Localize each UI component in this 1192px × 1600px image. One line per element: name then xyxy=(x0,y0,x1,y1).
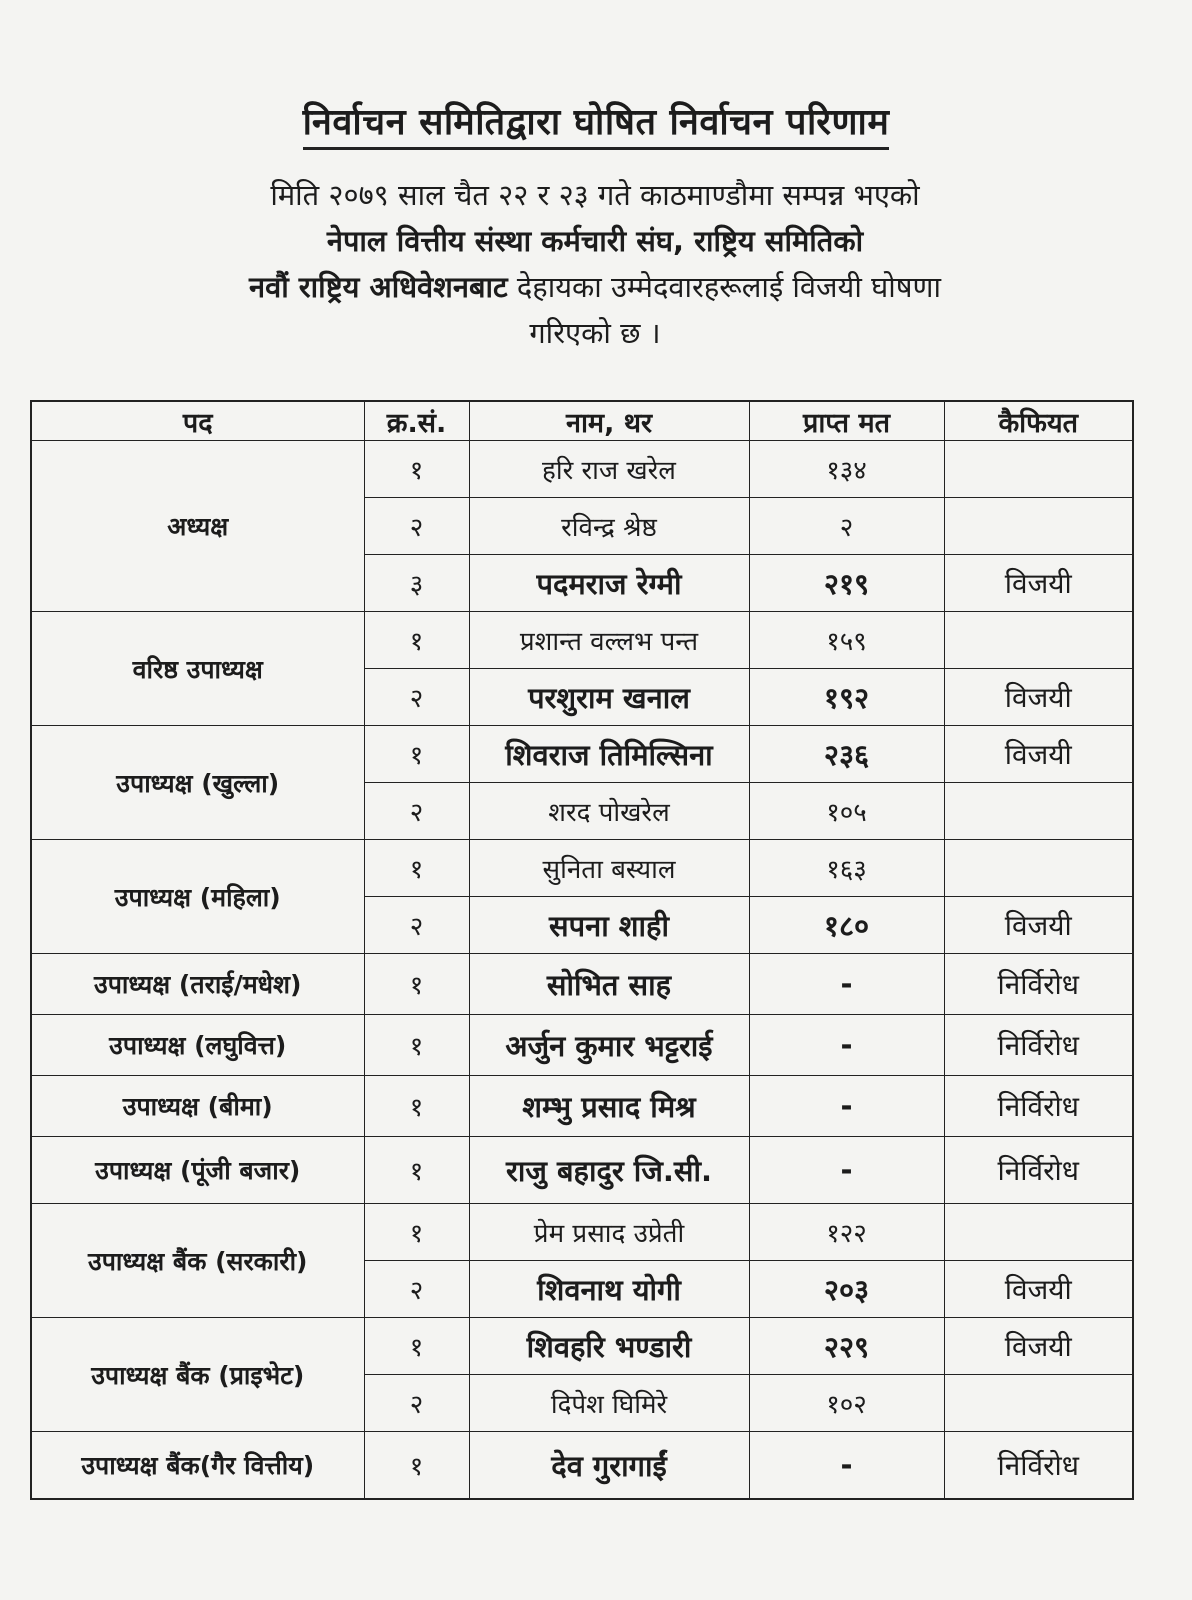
results-body xyxy=(31,441,1133,1500)
cell-remark: विजयी xyxy=(944,555,1133,612)
cell-remark: निर्विरोध xyxy=(944,1076,1133,1137)
cell-name: राजु बहादुर जि.सी. xyxy=(469,1137,749,1204)
table-row xyxy=(31,441,1133,498)
cell-serial: २ xyxy=(364,1375,469,1432)
cell-remark: निर्विरोध xyxy=(944,1137,1133,1204)
cell-name: परशुराम खनाल xyxy=(469,669,749,726)
cell-votes: २२९ xyxy=(749,1318,944,1375)
header-name: नाम, थर xyxy=(469,401,749,441)
cell-post: अध्यक्ष xyxy=(31,441,364,612)
intro-line-3-rest: देहायका उम्मेदवारहरूलाई विजयी घोषणा xyxy=(507,270,941,304)
table-row xyxy=(31,1015,1133,1076)
cell-post: उपाध्यक्ष बैंक (सरकारी) xyxy=(31,1204,364,1318)
cell-votes: १८० xyxy=(749,897,944,954)
intro-line-1: मिति २०७९ साल चैत २२ र २३ गते काठमाण्डौमा सम्पन्न भएको xyxy=(270,178,920,212)
cell-serial: १ xyxy=(364,1318,469,1375)
intro-line-2: नेपाल वित्तीय संस्था कर्मचारी संघ, राष्ट्रिय समितिको xyxy=(326,224,864,258)
cell-remark: निर्विरोध xyxy=(944,1432,1133,1500)
cell-remark: विजयी xyxy=(944,1261,1133,1318)
cell-serial: ३ xyxy=(364,555,469,612)
cell-post: उपाध्यक्ष (तराई/मधेश) xyxy=(31,954,364,1015)
cell-serial: २ xyxy=(364,498,469,555)
cell-name: प्रेम प्रसाद उप्रेती xyxy=(469,1204,749,1261)
cell-votes: १०५ xyxy=(749,783,944,840)
cell-serial: १ xyxy=(364,1076,469,1137)
cell-post: उपाध्यक्ष (खुल्ला) xyxy=(31,726,364,840)
cell-post: वरिष्ठ उपाध्यक्ष xyxy=(31,612,364,726)
cell-name: अर्जुन कुमार भट्टराई xyxy=(469,1015,749,1076)
cell-votes: २१९ xyxy=(749,555,944,612)
table-row xyxy=(31,1318,1133,1375)
cell-serial: १ xyxy=(364,726,469,783)
cell-remark xyxy=(944,840,1133,897)
table-row xyxy=(31,1137,1133,1204)
cell-name: शम्भु प्रसाद मिश्र xyxy=(469,1076,749,1137)
cell-name: दिपेश घिमिरे xyxy=(469,1375,749,1432)
cell-remark: निर्विरोध xyxy=(944,1015,1133,1076)
cell-votes: - xyxy=(749,1432,944,1500)
cell-votes: १२२ xyxy=(749,1204,944,1261)
cell-name: पदमराज रेग्मी xyxy=(469,555,749,612)
cell-name: हरि राज खरेल xyxy=(469,441,749,498)
header-votes: प्राप्त मत xyxy=(749,401,944,441)
table-row xyxy=(31,954,1133,1015)
cell-remark xyxy=(944,1204,1133,1261)
intro-line-4: गरिएको छ । xyxy=(529,316,661,350)
cell-serial: १ xyxy=(364,840,469,897)
cell-remark xyxy=(944,1375,1133,1432)
table-row xyxy=(31,840,1133,897)
cell-votes: १९२ xyxy=(749,669,944,726)
cell-votes: - xyxy=(749,1076,944,1137)
cell-votes: १५९ xyxy=(749,612,944,669)
intro-paragraph xyxy=(80,172,1110,356)
cell-serial: २ xyxy=(364,897,469,954)
table-header-row xyxy=(31,401,1133,441)
cell-post: उपाध्यक्ष बैंक(गैर वित्तीय) xyxy=(31,1432,364,1500)
document-title xyxy=(0,96,1192,145)
cell-remark: विजयी xyxy=(944,726,1133,783)
cell-remark: विजयी xyxy=(944,897,1133,954)
cell-votes: १०२ xyxy=(749,1375,944,1432)
table-row xyxy=(31,726,1133,783)
document-title-text: निर्वाचन समितिद्वारा घोषित निर्वाचन परिणाम xyxy=(303,102,890,150)
cell-votes: २०३ xyxy=(749,1261,944,1318)
cell-post: उपाध्यक्ष (लघुवित्त) xyxy=(31,1015,364,1076)
cell-name: देव गुरागाईं xyxy=(469,1432,749,1500)
cell-post: उपाध्यक्ष (महिला) xyxy=(31,840,364,954)
cell-name: रविन्द्र श्रेष्ठ xyxy=(469,498,749,555)
cell-post: उपाध्यक्ष (पूंजी बजार) xyxy=(31,1137,364,1204)
cell-name: सोभित साह xyxy=(469,954,749,1015)
cell-name: शिवनाथ योगी xyxy=(469,1261,749,1318)
cell-votes: २३६ xyxy=(749,726,944,783)
cell-remark xyxy=(944,783,1133,840)
cell-serial: १ xyxy=(364,612,469,669)
cell-name: प्रशान्त वल्लभ पन्त xyxy=(469,612,749,669)
cell-votes: - xyxy=(749,1137,944,1204)
cell-remark xyxy=(944,498,1133,555)
cell-remark xyxy=(944,612,1133,669)
cell-name: शिवहरि भण्डारी xyxy=(469,1318,749,1375)
cell-name: सपना शाही xyxy=(469,897,749,954)
cell-serial: १ xyxy=(364,441,469,498)
cell-serial: १ xyxy=(364,1015,469,1076)
header-serial: क्र.सं. xyxy=(364,401,469,441)
cell-post: उपाध्यक्ष बैंक (प्राइभेट) xyxy=(31,1318,364,1432)
cell-votes: - xyxy=(749,1015,944,1076)
intro-line-3 xyxy=(80,264,1110,310)
cell-serial: २ xyxy=(364,669,469,726)
cell-name: सुनिता बस्याल xyxy=(469,840,749,897)
cell-serial: २ xyxy=(364,783,469,840)
intro-line-3-bold: नवौं राष्ट्रिय अधिवेशनबाट xyxy=(248,270,508,304)
cell-name: शिवराज तिमिल्सिना xyxy=(469,726,749,783)
table-row xyxy=(31,612,1133,669)
cell-serial: १ xyxy=(364,1137,469,1204)
cell-post: उपाध्यक्ष (बीमा) xyxy=(31,1076,364,1137)
cell-votes: १३४ xyxy=(749,441,944,498)
results-table xyxy=(30,400,1134,1500)
cell-remark: निर्विरोध xyxy=(944,954,1133,1015)
cell-remark: विजयी xyxy=(944,669,1133,726)
header-remark: कैफियत xyxy=(944,401,1133,441)
cell-serial: १ xyxy=(364,1204,469,1261)
cell-votes: - xyxy=(749,954,944,1015)
cell-remark: विजयी xyxy=(944,1318,1133,1375)
cell-votes: १६३ xyxy=(749,840,944,897)
header-post: पद xyxy=(31,401,364,441)
cell-votes: २ xyxy=(749,498,944,555)
cell-remark xyxy=(944,441,1133,498)
cell-serial: २ xyxy=(364,1261,469,1318)
cell-name: शरद पोखरेल xyxy=(469,783,749,840)
cell-serial: १ xyxy=(364,1432,469,1500)
table-row xyxy=(31,1432,1133,1500)
table-row xyxy=(31,1076,1133,1137)
table-row xyxy=(31,1204,1133,1261)
cell-serial: १ xyxy=(364,954,469,1015)
